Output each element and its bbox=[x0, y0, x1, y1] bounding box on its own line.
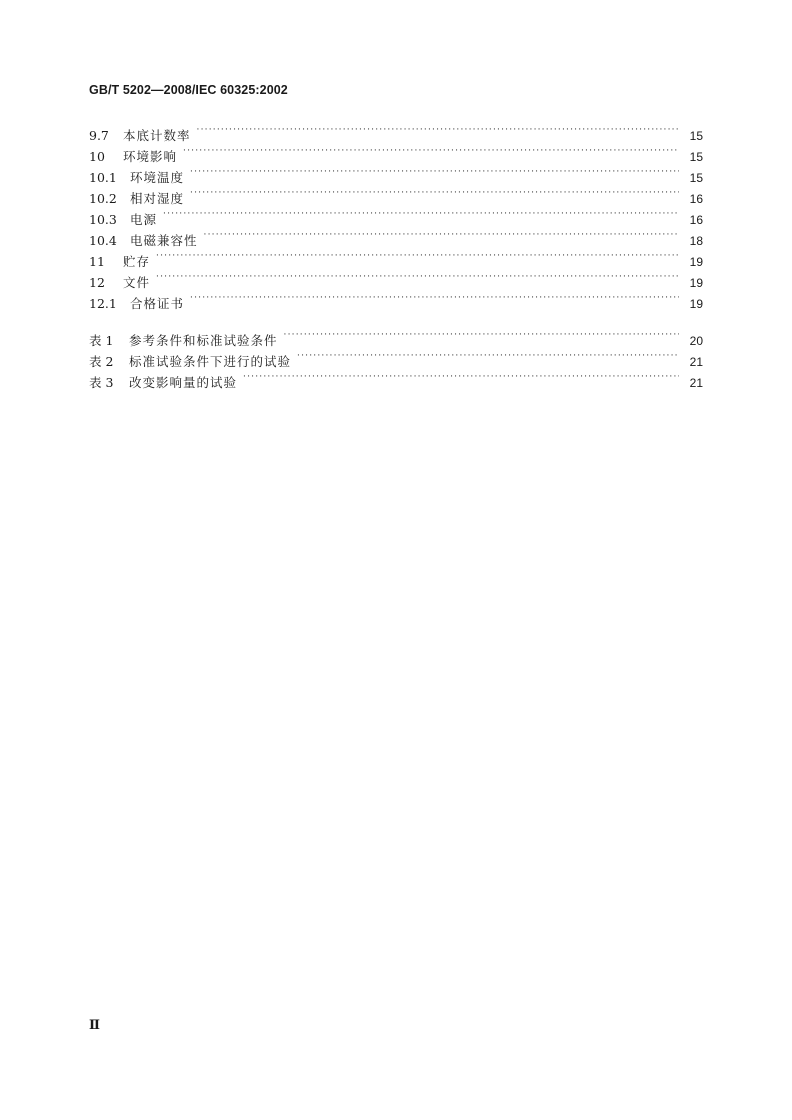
toc-entry-number: 表 2 bbox=[89, 353, 114, 369]
dot-leader bbox=[204, 224, 679, 245]
dot-leader bbox=[190, 182, 679, 203]
page-number-footer: Ⅱ bbox=[89, 1018, 100, 1033]
toc-entry-number: 表 3 bbox=[89, 374, 114, 390]
toc-entry[interactable] bbox=[89, 203, 703, 227]
toc-entry-label bbox=[89, 372, 237, 393]
toc-entry-page: 21 bbox=[689, 354, 703, 369]
toc-entry[interactable] bbox=[89, 224, 703, 248]
toc-entry[interactable] bbox=[89, 266, 703, 290]
toc-entry[interactable] bbox=[89, 245, 703, 269]
toc-entry-title: 文件 bbox=[123, 275, 151, 290]
toc-entry-number: 11 bbox=[89, 254, 105, 269]
toc-sections-list bbox=[89, 119, 703, 311]
toc-entry-page: 15 bbox=[689, 171, 703, 185]
toc-table-entry[interactable] bbox=[89, 324, 703, 348]
toc-entry-page: 15 bbox=[689, 129, 703, 143]
standard-code-header: GB/T 5202—2008/IEC 60325:2002 bbox=[89, 83, 288, 97]
toc-tables-list bbox=[89, 324, 703, 390]
dot-leader bbox=[156, 245, 679, 266]
toc-entry-title: 合格证书 bbox=[130, 296, 185, 311]
toc-entry-title: 相对湿度 bbox=[130, 191, 185, 206]
toc-entry-title: 标准试验条件下进行的试验 bbox=[129, 353, 292, 369]
toc-entry-number: 10.3 bbox=[89, 212, 117, 227]
toc-entry[interactable] bbox=[89, 161, 703, 185]
toc-entry-number: 10 bbox=[89, 149, 105, 164]
toc-entry-page: 21 bbox=[689, 375, 703, 390]
table-of-contents bbox=[89, 119, 703, 390]
dot-leader bbox=[197, 119, 679, 140]
dot-leader bbox=[163, 203, 679, 224]
toc-entry-title: 改变影响量的试验 bbox=[129, 374, 238, 390]
toc-entry-number: 表 1 bbox=[89, 332, 114, 348]
toc-entry-page: 18 bbox=[689, 234, 703, 248]
toc-entry-number: 10.2 bbox=[89, 191, 117, 206]
dot-leader bbox=[190, 161, 679, 182]
dot-leader bbox=[156, 266, 679, 287]
toc-entry-label bbox=[89, 146, 177, 167]
toc-entry-title: 电磁兼容性 bbox=[130, 233, 198, 248]
toc-entry-page: 19 bbox=[689, 276, 703, 290]
toc-entry-number: 12 bbox=[89, 275, 105, 290]
toc-entry-label bbox=[89, 167, 184, 188]
dot-leader bbox=[297, 345, 679, 366]
toc-entry-label bbox=[89, 251, 150, 272]
toc-entry-title: 贮存 bbox=[123, 254, 151, 269]
toc-entry-title: 环境影响 bbox=[123, 149, 178, 164]
toc-entry-number: 12.1 bbox=[89, 296, 117, 311]
toc-entry-page: 16 bbox=[689, 192, 703, 206]
toc-entry-title: 环境温度 bbox=[130, 170, 185, 185]
toc-entry-number: 10.4 bbox=[89, 233, 117, 248]
toc-entry-title: 参考条件和标准试验条件 bbox=[129, 332, 278, 348]
toc-entry-number: 10.1 bbox=[89, 170, 117, 185]
toc-entry-title: 本底计数率 bbox=[123, 128, 191, 143]
toc-entry-page: 15 bbox=[689, 150, 703, 164]
toc-entry-label bbox=[89, 272, 150, 293]
toc-entry-title: 电源 bbox=[130, 212, 158, 227]
toc-entry-label bbox=[89, 125, 191, 146]
toc-entry-page: 19 bbox=[689, 255, 703, 269]
toc-entry-page: 20 bbox=[689, 333, 703, 348]
dot-leader bbox=[284, 324, 679, 345]
toc-entry[interactable] bbox=[89, 287, 703, 311]
toc-entry-label bbox=[89, 293, 184, 314]
toc-entry[interactable] bbox=[89, 119, 703, 143]
dot-leader bbox=[243, 366, 679, 387]
toc-entry-number: 9.7 bbox=[89, 128, 109, 143]
dot-leader bbox=[183, 140, 679, 161]
toc-entry-page: 19 bbox=[689, 297, 703, 311]
toc-entry-label bbox=[89, 209, 157, 230]
toc-entry-label bbox=[89, 330, 278, 351]
dot-leader bbox=[190, 287, 679, 308]
toc-entry-page: 16 bbox=[689, 213, 703, 227]
